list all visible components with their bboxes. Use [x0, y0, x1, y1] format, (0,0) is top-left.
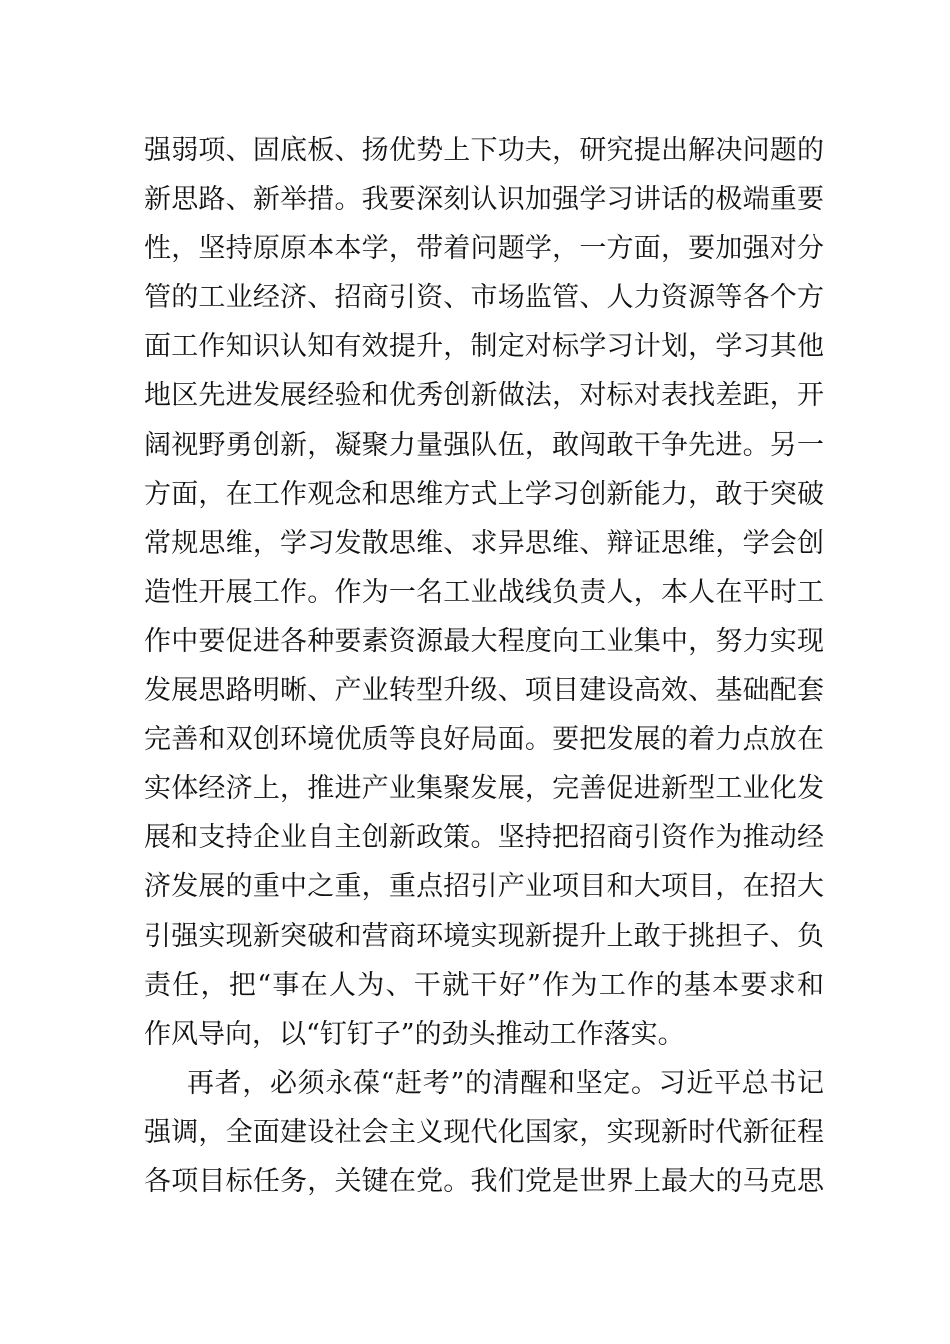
- body-text: [144, 126, 824, 1206]
- text-line: 造性开展工作。作为一名工业战线负责人，本人在平时工: [144, 576, 824, 608]
- text-line: 地区先进发展经验和优秀创新做法，对标对表找差距，开: [144, 380, 824, 412]
- text-line: 强弱项、固底板、扬优势上下功夫，研究提出解决问题的: [144, 135, 824, 166]
- text-line: 济发展的重中之重，重点招引产业项目和大项目，在招大: [144, 871, 824, 903]
- text-line: 管的工业经济、招商引资、市场监管、人力资源等各个方: [144, 282, 824, 314]
- text-line: 展和支持企业自主创新政策。坚持把招商引资作为推动经: [144, 822, 824, 854]
- text-line: 常规思维，学习发散思维、求异思维、辩证思维，学会创: [144, 527, 824, 559]
- text-line: 各项目标任务，关键在党。我们党是世界上最大的马克思: [144, 1165, 824, 1197]
- text-line: 引强实现新突破和营商环境实现新提升上敢于挑担子、负: [144, 920, 824, 952]
- text-line: 面工作知识认知有效提升，制定对标学习计划，学习其他: [144, 331, 824, 363]
- text-line: 强调，全面建设社会主义现代化国家，实现新时代新征程: [144, 1116, 824, 1148]
- text-line: 新思路、新举措。我要深刻认识加强学习讲话的极端重要: [144, 184, 824, 216]
- text-line: 方面，在工作观念和思维方式上学习创新能力，敢于突破: [144, 478, 824, 510]
- paragraph-end-line: 作风导向，以“钉钉子”的劲头推动工作落实。: [144, 1018, 685, 1050]
- text-line: 完善和双创环境优质等良好局面。要把发展的着力点放在: [144, 724, 824, 756]
- text-line: 阔视野勇创新，凝聚力量强队伍，敢闯敢干争先进。另一: [144, 429, 824, 461]
- paragraph-start-line: 再者，必须永葆“赶考”的清醒和坚定。习近平总书记: [187, 1067, 824, 1099]
- text-line: 实体经济上，推进产业集聚发展，完善促进新型工业化发: [144, 773, 824, 805]
- text-line: 发展思路明晰、产业转型升级、项目建设高效、基础配套: [144, 675, 824, 707]
- text-line: 作中要促进各种要素资源最大程度向工业集中，努力实现: [144, 625, 824, 657]
- text-line: 责任，把“事在人为、干就干好”作为工作的基本要求和: [144, 969, 824, 1001]
- text-line: 性，坚持原原本本学，带着问题学，一方面，要加强对分: [144, 233, 824, 265]
